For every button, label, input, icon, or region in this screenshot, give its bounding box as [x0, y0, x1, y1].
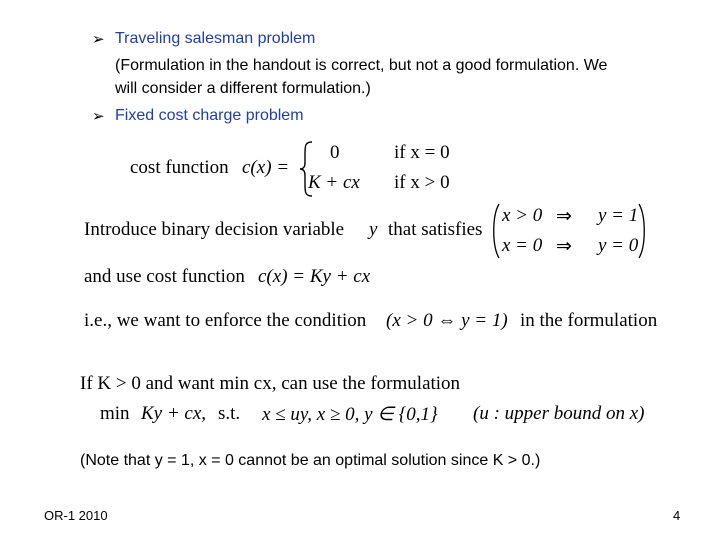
constraints: x ≤ uy, x ≥ 0, y ∈ {0,1}	[262, 404, 438, 425]
left-paren-icon	[488, 202, 502, 260]
right-paren-icon	[636, 202, 650, 260]
page-number: 4	[673, 508, 681, 523]
bullet-arrow-icon: ➢	[92, 107, 105, 125]
use-cost-formula: c(x) = Ky + cx	[258, 266, 371, 287]
implication-row2-right: y = 0	[598, 235, 639, 256]
enforce-condition: (x > 0 ⇔ y = 1)	[386, 310, 508, 331]
cost-function-lhs: c(x) =	[242, 157, 290, 178]
objective: Ky + cx,	[141, 403, 207, 424]
final-note: (Note that y = 1, x = 0 cannot be an optimal solution since K > 0.)	[80, 452, 541, 469]
upper-bound-note: (u : upper bound on x)	[473, 403, 645, 424]
tsp-note-line1: (Formulation in the handout is correct, but not a good formulation. We	[115, 57, 608, 74]
implication-row1-arrow: ⇒	[556, 206, 572, 227]
implication-row1-right: y = 1	[598, 205, 639, 226]
if-k-line: If K > 0 and want min cx, can use the formulation	[80, 373, 461, 394]
enforce-text: i.e., we want to enforce the condition	[84, 310, 367, 331]
case1-value: 0	[330, 142, 340, 163]
bullet-fixed-cost: Fixed cost charge problem	[115, 107, 304, 124]
min-label: min	[100, 403, 130, 424]
cost-function-label: cost function	[130, 157, 229, 178]
footer-course: OR-1 2010	[44, 508, 108, 523]
implication-row2-arrow: ⇒	[556, 236, 572, 257]
introduce-var: y	[369, 219, 378, 240]
st-label: s.t.	[218, 403, 241, 424]
tsp-note-line2: will consider a different formulation.)	[115, 80, 371, 97]
bullet-arrow-icon: ➢	[92, 30, 105, 48]
case1-cond: if x = 0	[394, 142, 450, 163]
use-cost-text: and use cost function	[84, 266, 245, 287]
enforce-after: in the formulation	[520, 310, 658, 331]
bullet-tsp: Traveling salesman problem	[115, 30, 316, 47]
case2-value: K + cx	[308, 172, 360, 193]
case2-cond: if x > 0	[394, 172, 450, 193]
implication-row2-left: x = 0	[502, 235, 543, 256]
introduce-that: that satisfies	[388, 219, 483, 240]
introduce-text: Introduce binary decision variable	[84, 219, 345, 240]
implication-row1-left: x > 0	[502, 205, 543, 226]
